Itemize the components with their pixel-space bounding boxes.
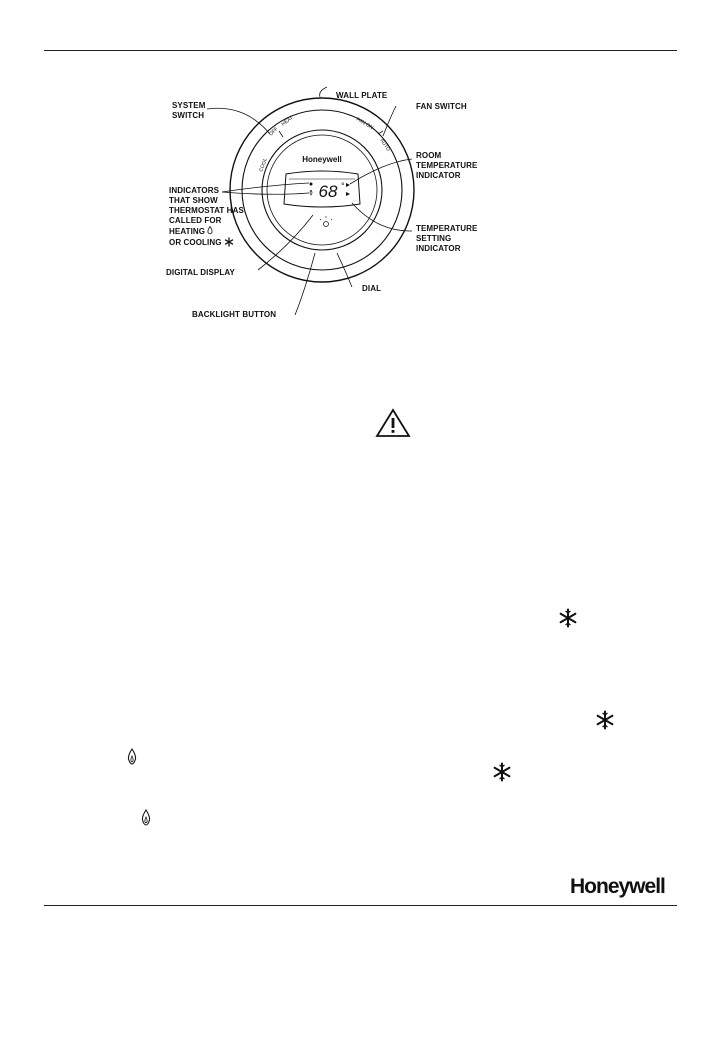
cool-indicator-mark <box>310 183 313 186</box>
fan-switch-markings <box>355 117 391 153</box>
snowflake-icon <box>595 710 615 730</box>
label-digital-display: DIGITAL DISPLAY <box>166 268 235 277</box>
svg-text:AUTO: AUTO <box>378 137 392 153</box>
setting-arrow <box>346 192 350 196</box>
label-system-switch: SYSTEM SWITCH <box>172 101 206 120</box>
heat-indicator-mark <box>310 190 312 195</box>
label-fan-switch: FAN SWITCH <box>416 102 467 111</box>
snowflake-icon <box>224 237 234 247</box>
svg-text:FAN ON: FAN ON <box>355 116 375 132</box>
system-switch-markings <box>258 115 294 173</box>
label-dial: DIAL <box>362 284 382 293</box>
snowflake-icon <box>558 608 578 628</box>
display-degree: ° <box>341 181 345 191</box>
thermostat-diagram <box>0 0 720 340</box>
label-room-temperature-indicator: ROOM TEMPERATURE INDICATOR <box>416 151 478 180</box>
label-temperature-setting-indicator: TEMPERATURE SETTING INDICATOR <box>416 224 478 253</box>
snowflake-icon <box>492 762 512 782</box>
flame-icon <box>127 748 137 765</box>
footer-rule <box>44 905 677 906</box>
room-temp-arrow <box>346 183 350 187</box>
backlight-button-icon <box>320 216 332 227</box>
flame-icon <box>207 226 213 235</box>
footer-brand-logo: Honeywell <box>570 875 665 898</box>
display-temperature: 68 <box>318 182 338 201</box>
svg-text:HEAT: HEAT <box>280 114 295 128</box>
label-backlight-button: BACKLIGHT BUTTON <box>192 310 277 319</box>
thermostat-brand-text: Honeywell <box>302 155 342 164</box>
svg-text:COOL: COOL <box>258 157 269 173</box>
label-indicators: INDICATORS THAT SHOW THERMOSTAT HAS CALLED FOR HEATING OR COOLING <box>169 186 244 247</box>
warning-triangle-icon <box>375 408 411 438</box>
flame-icon <box>141 809 151 826</box>
svg-text:OFF: OFF <box>268 126 280 138</box>
label-wall-plate: WALL PLATE <box>336 91 388 100</box>
